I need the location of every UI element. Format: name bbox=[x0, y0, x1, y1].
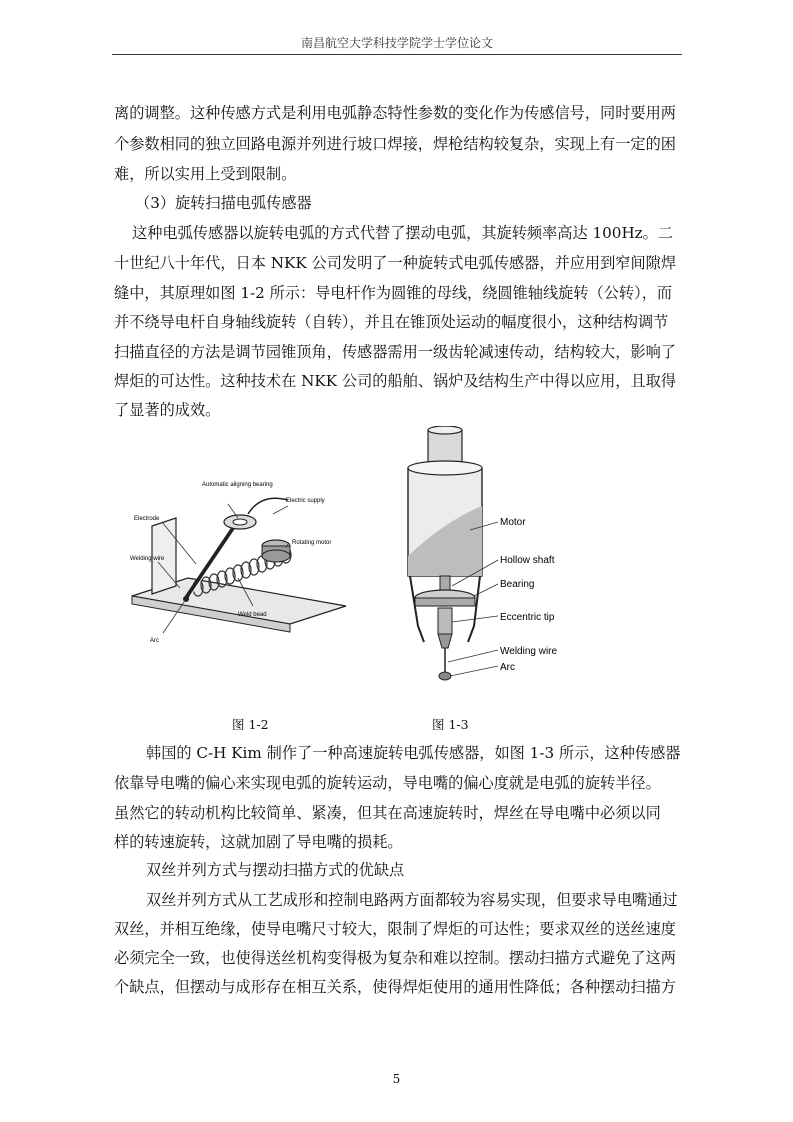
paragraph-line: 并不绕导电杆自身轴线旋转（自转），并且在锥顶处运动的幅度很小，这种结构调节 bbox=[114, 313, 669, 331]
arc-point bbox=[183, 596, 189, 602]
label-eccentric-tip: Eccentric tip bbox=[500, 612, 555, 623]
label-electric-supply: Electric supply bbox=[286, 498, 325, 504]
paragraph-line: 韩国的 C-H Kim 制作了一种高速旋转电弧传感器，如图 1-3 所示，这种传感器 bbox=[146, 744, 681, 762]
page-number: 5 bbox=[392, 1072, 401, 1086]
motor-top-cap bbox=[428, 426, 462, 434]
figure-1-3 bbox=[390, 426, 570, 692]
label-motor: Motor bbox=[500, 517, 526, 528]
label-electrode: Electrode bbox=[134, 516, 160, 522]
label-welding-wire: Welding wire bbox=[130, 556, 165, 562]
section-heading: 双丝并列方式与摆动扫描方式的优缺点 bbox=[146, 861, 405, 879]
paragraph-line: 这种电弧传感器以旋转电弧的方式代替了摆动电弧，其旋转频率高达 100Hz。二 bbox=[132, 224, 674, 242]
paragraph-line: 个参数相同的独立回路电源并列进行坡口焊接，焊枪结构较复杂，实现上有一定的困 bbox=[114, 135, 676, 153]
motor-top-face bbox=[408, 461, 482, 475]
paragraph-line: 样的转速旋转，这就加剧了导电嘴的损耗。 bbox=[114, 833, 403, 851]
supply-cable bbox=[248, 498, 288, 514]
tip-nozzle bbox=[438, 634, 452, 648]
paragraph-line: 缝中，其原理如图 1-2 所示：导电杆作为圆锥的母线，绕圆锥轴线旋转（公转），而 bbox=[114, 284, 673, 302]
paragraph-line: 焊炬的可达性。这种技术在 NKK 公司的船舶、锅炉及结构生产中得以应用，且取得 bbox=[114, 372, 677, 390]
paragraph-line: 离的调整。这种传感方式是利用电弧静态特性参数的变化作为传感信号，同时要用两 bbox=[114, 104, 676, 122]
figure-1-2-caption: 图 1-2 bbox=[232, 717, 269, 732]
section-heading: （3）旋转扫描电弧传感器 bbox=[135, 194, 312, 212]
paragraph-line: 扫描直径的方法是调节园锥顶角，传感器需用一级齿轮减速传动，结构较大，影响了 bbox=[114, 343, 676, 361]
paragraph-line: 了显著的成效。 bbox=[114, 401, 221, 419]
label-arc: Arc bbox=[500, 662, 515, 673]
paragraph-line: 十世纪八十年代，日本 NKK 公司发明了一种旋转式电弧传感器，并应用到窄间隙焊 bbox=[114, 254, 677, 272]
label-hollow-shaft: Hollow shaft bbox=[500, 555, 555, 566]
bracket-left bbox=[410, 576, 424, 642]
label-arc: Arc bbox=[150, 638, 159, 644]
header-rule bbox=[112, 54, 682, 55]
figure-1-2 bbox=[128, 478, 350, 648]
paragraph-line: 虽然它的转动机构比较简单、紧凑，但其在高速旋转时，焊丝在导电嘴中必须以同 bbox=[114, 804, 661, 822]
paragraph-line: 难，所以实用上受到限制。 bbox=[114, 165, 297, 183]
label-weld-bead: Weld bead bbox=[238, 612, 267, 618]
label-rotating-motor: Rotating motor bbox=[292, 540, 332, 546]
page-header: 南昌航空大学科技学院学士学位论文 bbox=[300, 36, 493, 50]
bearing-hole bbox=[233, 519, 247, 525]
paragraph-line: 双丝，并相互绝缘，使导电嘴尺寸较大，限制了焊炬的可达性；要求双丝的送丝速度 bbox=[114, 920, 676, 938]
paragraph-line: 个缺点，但摆动与成形存在相互关系，使得焊炬使用的通用性降低；各种摆动扫描方 bbox=[114, 978, 676, 996]
paragraph-line: 双丝并列方式从工艺成形和控制电路两方面都较为容易实现，但要求导电嘴通过 bbox=[146, 891, 678, 909]
label-automatic-bearing: Automatic aligning bearing bbox=[202, 482, 273, 488]
paragraph-line: 必须完全一致，也使得送丝机构变得极为复杂和难以控制。摆动扫描方式避免了这两 bbox=[114, 949, 676, 967]
arc-spot bbox=[439, 672, 451, 680]
bearing-rim bbox=[415, 598, 475, 606]
motor-bottom bbox=[262, 550, 290, 562]
eccentric-tip bbox=[438, 608, 452, 634]
paragraph-line: 依靠导电嘴的偏心来实现电弧的旋转运动，导电嘴的偏心度就是电弧的旋转半径。 bbox=[114, 774, 661, 792]
label-bearing: Bearing bbox=[500, 579, 535, 590]
label-welding-wire: Welding wire bbox=[500, 646, 558, 657]
figure-1-3-caption: 图 1-3 bbox=[432, 717, 469, 732]
bracket-right bbox=[468, 576, 480, 642]
